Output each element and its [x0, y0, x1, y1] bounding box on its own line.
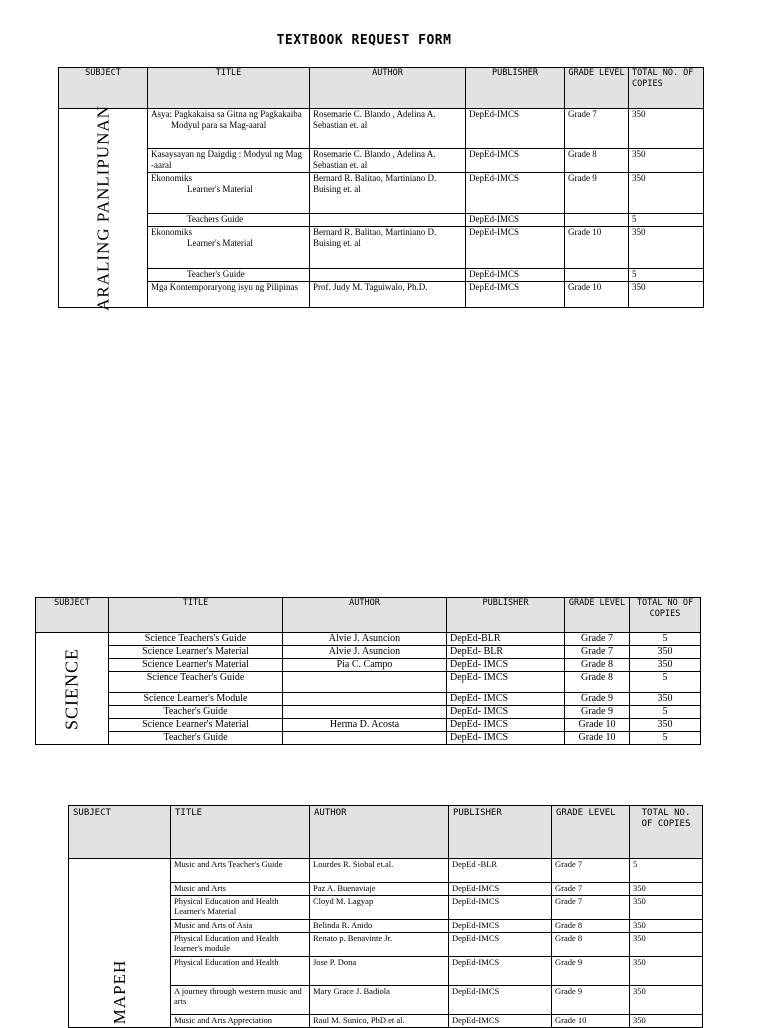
- author-cell: [283, 706, 447, 719]
- title-cell: Physical Education and Health Learner's Material: [171, 896, 310, 920]
- title-cell: Physical Education and Health: [171, 957, 310, 986]
- title-subtext: Learner's Material: [187, 184, 253, 194]
- grade-cell: Grade 7: [565, 633, 630, 646]
- copies-cell: 5: [630, 633, 701, 646]
- grade-cell: Grade 8: [565, 149, 629, 173]
- publisher-cell: DepEd-IMCS: [449, 957, 552, 986]
- table-row: [36, 659, 701, 672]
- header-grade-level: GRADE LEVEL: [565, 598, 630, 633]
- publisher-cell: DepEd-IMCS: [466, 269, 565, 282]
- header-publisher: PUBLISHER: [449, 806, 552, 859]
- publisher-cell: DepEd- IMCS: [447, 672, 565, 693]
- title-cell: Music and Arts Teacher's Guide: [171, 859, 310, 883]
- author-cell: [283, 732, 447, 745]
- header-total-copies: TOTAL NO. OF COPIES: [629, 68, 704, 109]
- title-cell: Science Teachers's Guide: [109, 633, 283, 646]
- header-author: AUTHOR: [310, 68, 466, 109]
- grade-cell: Grade 9: [565, 173, 629, 214]
- table-row: [36, 732, 701, 745]
- author-cell: Alvie J. Asuncion: [283, 646, 447, 659]
- copies-cell: 350: [629, 109, 704, 149]
- table-header-row: [59, 68, 704, 109]
- table-row: [36, 672, 701, 693]
- publisher-cell: DepEd-IMCS: [466, 227, 565, 269]
- table-row: [59, 269, 704, 282]
- publisher-cell: DepEd- BLR: [447, 646, 565, 659]
- title-cell: [148, 214, 310, 227]
- copies-cell: 350: [630, 693, 701, 706]
- title-cell: Music and Arts: [171, 883, 310, 896]
- table-row: [59, 214, 704, 227]
- header-grade-level: GRADE LEVEL: [565, 68, 629, 109]
- title-text: Ekonomiks: [151, 173, 193, 183]
- table-row: [59, 173, 704, 214]
- title-cell: Science Teacher's Guide: [109, 672, 283, 693]
- grade-cell: Grade 8: [565, 672, 630, 693]
- header-subject: SUBJECT: [59, 68, 148, 109]
- copies-cell: 350: [630, 933, 703, 957]
- title-cell: Science Learner's Module: [109, 693, 283, 706]
- publisher-cell: DepEd-IMCS: [449, 986, 552, 1015]
- copies-cell: 350: [630, 896, 703, 920]
- header-title: TITLE: [109, 598, 283, 633]
- copies-cell: 350: [629, 173, 704, 214]
- author-cell: [310, 269, 466, 282]
- publisher-cell: DepEd- IMCS: [447, 732, 565, 745]
- grade-cell: Grade 9: [565, 706, 630, 719]
- title-cell: Kasaysayan ng Daigdig : Modyul ng Mag -aaral: [148, 149, 310, 173]
- publisher-cell: DepEd-IMCS: [466, 149, 565, 173]
- author-cell: Bernard R. Balitao, Martiniano D. Buising et. al: [310, 173, 466, 214]
- copies-cell: 350: [629, 227, 704, 269]
- mapeh-table: [68, 805, 703, 1028]
- author-cell: Herma D. Acosta: [283, 719, 447, 732]
- author-cell: Bernard R. Balitao, Martiniano D. Buising et. al: [310, 227, 466, 269]
- copies-cell: 350: [630, 1015, 703, 1028]
- grade-cell: Grade 8: [565, 659, 630, 672]
- publisher-cell: DepEd- IMCS: [447, 706, 565, 719]
- grade-cell: Grade 7: [552, 896, 630, 920]
- author-cell: Rosemarie C. Blando , Adelina A. Sebastian et. al: [310, 149, 466, 173]
- title-cell: Teacher's Guide: [109, 732, 283, 745]
- grade-cell: Grade 8: [552, 920, 630, 933]
- subject-cell: [59, 105, 148, 311]
- author-cell: Rosemarie C. Blando , Adelina A. Sebastian et. al: [310, 109, 466, 149]
- title-text: Asya: Pagkakaisa sa Gitna ng Pagkakaiba: [151, 109, 302, 119]
- title-cell: Music and Arts Appreciation: [171, 1015, 310, 1028]
- header-publisher: PUBLISHER: [447, 598, 565, 633]
- grade-cell: Grade 7: [565, 646, 630, 659]
- copies-cell: 350: [630, 719, 701, 732]
- grade-cell: Grade 8: [552, 933, 630, 957]
- table-row: [59, 149, 704, 173]
- form-title: TEXTBOOK REQUEST FORM: [276, 33, 452, 48]
- header-title: TITLE: [148, 68, 310, 109]
- table-row: [59, 227, 704, 269]
- grade-cell: Grade 10: [552, 1015, 630, 1028]
- grade-cell: Grade 10: [565, 719, 630, 732]
- header-author: AUTHOR: [310, 806, 449, 859]
- author-cell: Paz A. Buenaviaje: [310, 883, 449, 896]
- copies-cell: 350: [629, 282, 704, 308]
- header-total-copies: TOTAL NO. OF COPIES: [630, 806, 703, 859]
- copies-cell: 350: [630, 883, 703, 896]
- publisher-cell: DepEd- IMCS: [447, 719, 565, 732]
- author-cell: [283, 693, 447, 706]
- grade-cell: [565, 214, 629, 227]
- author-cell: Mary Grace J. Badiola: [310, 986, 449, 1015]
- table-row: [69, 859, 703, 883]
- copies-cell: 350: [630, 986, 703, 1015]
- grade-cell: Grade 10: [565, 732, 630, 745]
- table-row: [36, 693, 701, 706]
- copies-cell: 350: [630, 920, 703, 933]
- author-cell: Cloyd M. Lagyap: [310, 896, 449, 920]
- table-row: [59, 282, 704, 308]
- author-cell: Pia C. Campo: [283, 659, 447, 672]
- author-cell: Raul M. Sunico, PhD et al.: [310, 1015, 449, 1028]
- copies-cell: 350: [629, 149, 704, 173]
- science-table: [35, 597, 701, 745]
- copies-cell: 350: [630, 646, 701, 659]
- subject-label: MAPEH: [109, 959, 129, 1025]
- title-text: Ekonomiks: [151, 227, 193, 237]
- publisher-cell: DepEd-IMCS: [449, 920, 552, 933]
- publisher-cell: DepEd-IMCS: [449, 1015, 552, 1028]
- grade-cell: [565, 269, 629, 282]
- subject-cell: [69, 859, 171, 1028]
- table-row: [59, 109, 704, 149]
- header-subject: SUBJECT: [69, 806, 171, 859]
- title-cell: Physical Education and Health learner's module: [171, 933, 310, 957]
- title-cell: Music and Arts of Asia: [171, 920, 310, 933]
- copies-cell: 5: [630, 706, 701, 719]
- title-text: Teacher's Guide: [187, 269, 245, 279]
- publisher-cell: DepEd-IMCS: [449, 896, 552, 920]
- table-row: [36, 646, 701, 659]
- publisher-cell: DepEd- IMCS: [447, 693, 565, 706]
- header-publisher: PUBLISHER: [466, 68, 565, 109]
- grade-cell: Grade 7: [552, 883, 630, 896]
- author-cell: [283, 672, 447, 693]
- grade-cell: Grade 10: [565, 282, 629, 308]
- grade-cell: Grade 7: [565, 109, 629, 149]
- publisher-cell: DepEd-IMCS: [449, 933, 552, 957]
- copies-cell: 5: [630, 859, 703, 883]
- title-cell: Teacher's Guide: [109, 706, 283, 719]
- author-cell: Alvie J. Asuncion: [283, 633, 447, 646]
- title-cell: A journey through western music and arts: [171, 986, 310, 1015]
- title-cell: [148, 109, 310, 149]
- header-title: TITLE: [171, 806, 310, 859]
- copies-cell: 5: [629, 214, 704, 227]
- publisher-cell: DepEd-IMCS: [466, 109, 565, 149]
- title-cell: Science Learner's Material: [109, 659, 283, 672]
- copies-cell: 5: [630, 672, 701, 693]
- grade-cell: Grade 9: [552, 957, 630, 986]
- header-grade-level: GRADE LEVEL: [552, 806, 630, 859]
- copies-cell: 5: [630, 732, 701, 745]
- header-subject: SUBJECT: [36, 598, 109, 633]
- table-header-row: [69, 806, 703, 859]
- publisher-cell: DepEd-BLR: [447, 633, 565, 646]
- author-cell: Renato p. Benavinte Jr.: [310, 933, 449, 957]
- copies-cell: 350: [630, 659, 701, 672]
- table-row: [36, 719, 701, 732]
- publisher-cell: DepEd-IMCS: [466, 214, 565, 227]
- author-cell: Prof. Judy M. Taguiwalo, Ph.D.: [310, 282, 466, 308]
- title-cell: Science Learner's Material: [109, 719, 283, 732]
- grade-cell: Grade 7: [552, 859, 630, 883]
- table-header-row: [36, 598, 701, 633]
- author-cell: Lourdes R. Siobal et.al.: [310, 859, 449, 883]
- publisher-cell: DepEd -BLR: [449, 859, 552, 883]
- author-cell: [310, 214, 466, 227]
- title-cell: [148, 227, 310, 269]
- publisher-cell: DepEd-IMCS: [466, 282, 565, 308]
- subject-cell: [36, 633, 109, 745]
- title-cell: Mga Kontemporaryong isyu ng Pilipinas: [148, 282, 310, 308]
- title-subtext: Modyul para sa Mag-aaral: [171, 120, 267, 130]
- header-author: AUTHOR: [283, 598, 447, 633]
- table-row: [36, 633, 701, 646]
- author-cell: Belinda R. Anido: [310, 920, 449, 933]
- title-cell: [148, 173, 310, 214]
- publisher-cell: DepEd-IMCS: [466, 173, 565, 214]
- copies-cell: 350: [630, 957, 703, 986]
- subject-label: SCIENCE: [61, 647, 82, 730]
- copies-cell: 5: [629, 269, 704, 282]
- grade-cell: Grade 10: [565, 227, 629, 269]
- title-text: Teachers Guide: [187, 214, 244, 224]
- subject-label: ARALING PANLIPUNAN: [93, 105, 113, 311]
- table-row: [36, 706, 701, 719]
- header-total-copies: TOTAL NO OF COPIES: [630, 598, 701, 633]
- araling-panlipunan-table: [58, 67, 704, 311]
- author-cell: Jose P. Dona: [310, 957, 449, 986]
- title-cell: Science Learner's Material: [109, 646, 283, 659]
- title-cell: [148, 269, 310, 282]
- publisher-cell: DepEd- IMCS: [447, 659, 565, 672]
- publisher-cell: DepEd-IMCS: [449, 883, 552, 896]
- grade-cell: Grade 9: [552, 986, 630, 1015]
- grade-cell: Grade 9: [565, 693, 630, 706]
- title-subtext: Learner's Material: [187, 238, 253, 248]
